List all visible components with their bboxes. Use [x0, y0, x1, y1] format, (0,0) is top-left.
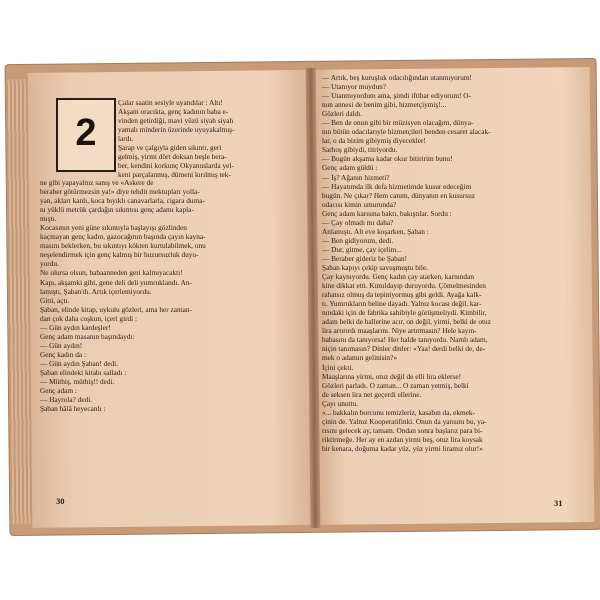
- text-line: — Utanmıyordum ama, şimdi iftihar ediyorum! O-: [322, 91, 471, 101]
- text-line: lardı.: [118, 134, 134, 144]
- text-line: — Gün aydın!: [40, 340, 83, 350]
- text-line: — Gün aydın kardeşler!: [40, 322, 111, 332]
- text-line: Genç kadın da :: [40, 349, 86, 359]
- text-line: Şaban, elinde kitap, uykulu gözleri, ama her zaman-: [40, 304, 192, 314]
- text-line: nındaki için de fabrika sahibiyle görüşmeliydi. Kimbilir,: [322, 308, 487, 318]
- text-line: nı yüklü metrük çardağın sıkıntısı genç adamı kapla-: [40, 205, 194, 215]
- text-line: mıştı.: [40, 214, 57, 224]
- text-line: Akşam oracıkta, genç kadının baba e-: [118, 107, 229, 117]
- text-line: kaçmayan genç kadın, gazocağının başında çayın kayna-: [40, 232, 206, 242]
- text-line: Gözleri daldı.: [322, 109, 363, 119]
- text-line: bugün. Ne çıkar? Hem canım, dünyanın en kusursuz: [322, 190, 475, 200]
- text-line: ne gibi yapayalnız sanış ve «Askere de: [40, 178, 154, 187]
- text-line: çinin de. Yalnız Kooperatifinki. Onun da yarısını bu, ya-: [322, 416, 487, 426]
- text-line: — Artık, beş kuruşluk odacılığından utanmıyorum!: [322, 73, 472, 82]
- text-line: İçini çekti.: [322, 362, 354, 372]
- text-line: Genç adam karısına baktı, bakıştılar. Sordu :: [322, 208, 452, 218]
- text-line: Anlamıştı. Alt eve koşarken, Şaban :: [322, 226, 429, 236]
- text-line: babasını da tanıyorsa! Her halde tanıyordu. Namlı adam,: [322, 335, 488, 345]
- text-line: keni parçalanmış, dümeni kırılmış tek-: [118, 170, 231, 180]
- chapter-number-box: [56, 98, 116, 172]
- text-line: vinden getirdiği, mavi yüzü siyah siyah: [118, 116, 234, 126]
- text-line: Çay kaynıyordu. Genç kadın çay atarken, karnından: [322, 272, 474, 282]
- text-line: — Dur, gitme, çay içelim...: [322, 244, 402, 254]
- text-line: Genç adam güldü :: [322, 163, 378, 173]
- text-line: yordu.: [40, 259, 59, 269]
- text-line: — Hayatımda ilk defa hizmetimde kusur edeceğim: [322, 181, 472, 191]
- text-line: — Beraber gideriz be Şaban!: [322, 253, 408, 263]
- right-page-body-text: [322, 73, 576, 453]
- text-line: Şaban hâlâ heyecanlı :: [40, 404, 106, 414]
- text-line: — Utanıyor muydun?: [322, 82, 387, 92]
- text-line: Şaban elindeki kitabı salladı :: [40, 367, 127, 377]
- left-page-number: 30: [56, 496, 65, 506]
- text-line: rısını gelecek ay, tamam. Ondan sonra başlarız para bi-: [322, 425, 483, 435]
- text-line: kine dikkat etti. Kımıldayıp duruyordu. Çömelmesinden: [322, 281, 486, 291]
- text-line: Maaşlarına yirmi, otuz değil de elli lira eklerse!: [322, 371, 461, 381]
- text-line: ber, kendini korkunç Okyanuslarda yel-: [118, 161, 234, 171]
- left-page-opening-text: [118, 98, 286, 179]
- text-line: bir kenara, doğuma kadar yüz, yüz yirmi liramız olur!»: [322, 443, 483, 453]
- text-line: Kapı, akşamki gibi, gene deli deli yumruklandı. An-: [40, 277, 192, 287]
- text-line: lira artırırdı maaşlarını. Niye artırmasın? Hele kayın-: [322, 326, 477, 336]
- right-page-number: 31: [554, 498, 563, 508]
- text-line: Genç adam :: [40, 386, 77, 396]
- text-line: lar, o da bizim gibiymiş diyecekler!: [322, 136, 426, 146]
- text-line: — Gün aydın Şaban! dedi.: [40, 358, 119, 368]
- text-line: Gözleri parladı. O zaman... O zaman yetmiş, belki: [322, 380, 469, 390]
- text-line: nın bütün odacılarıyle hizmetçileri benden cesaret alacak-: [322, 127, 491, 137]
- text-line: lamıştı, Şaban'dı. Artık içerlemiyordu.: [40, 286, 152, 296]
- text-line: beraber götürmezsin ya!» diye tehdit mektupları yolla-: [40, 187, 200, 197]
- text-line: Sarhoş gibiydi, titriyordu.: [322, 145, 398, 155]
- text-line: — Ben de onun gibi bir müzisyen olacağım, dünya-: [322, 118, 474, 128]
- text-line: Ne olursa olsun, babaanneden geri kalmıyacaktı!: [40, 268, 183, 278]
- text-line: — İş? Ağanın hizmeti?: [322, 172, 390, 182]
- text-line: tı. Yumrukların beline dayadı. Yalnız kocası değil, kar-: [322, 299, 482, 309]
- text-line: yan, akları kanlı, koca bıyıklı canavarlarla, cigara duma-: [40, 196, 205, 206]
- text-line: Çalar saatin sesiyle uyandılar : Altı!: [118, 98, 223, 107]
- text-line: nun annesi de benim gibi, hizmetçiymiş!...: [322, 100, 447, 110]
- text-line: niçin tanımasın? Dinler dinler: «Yaa! derdi belki de, de-: [322, 344, 486, 354]
- text-line: — Hayrola? dedi.: [40, 395, 93, 405]
- text-line: gelmiş, yirmi dört doksan beşle bera-: [118, 152, 227, 162]
- text-line: riktirmeğe. Her ay en azdan yirmi beş, otuz lira koysak: [322, 434, 483, 444]
- text-line: mek o adamın gelinisin?»: [322, 353, 398, 363]
- chapter-number: 2: [75, 112, 97, 154]
- text-line: neşelendirmek için genç kalmış bir huzursuzluk duyu-: [40, 250, 199, 260]
- text-line: «... bakkalın borcunu temizleriz, kasabın da, ekmek-: [322, 407, 475, 417]
- text-line: — Çay olmadı mı daha?: [322, 217, 394, 227]
- text-line: Şarap ve çalgıyla giden sıkıntı, geri: [118, 143, 222, 153]
- text-line: masını beklerken, bu sıkıntıyı kökten kurtulabilmek, onu: [40, 241, 206, 251]
- text-line: — Bugün akşama kadar okur bitiririm bunu!: [322, 154, 453, 164]
- text-line: — Ben gidiyorum, dedi.: [322, 235, 394, 245]
- text-line: Çayı unuttu.: [322, 398, 359, 408]
- left-page-body-text: [40, 178, 286, 413]
- text-line: odacısı kimin umurunda?: [322, 199, 397, 209]
- text-line: dan çok daha coşkun, içeri girdi :: [40, 313, 138, 323]
- text-line: Kocasının yeni güne sıkıntıyla başlayışı gözlinden: [40, 223, 187, 233]
- text-line: — Müthiş, müthiş!! dedi.: [40, 377, 115, 387]
- text-line: Gitti, açtı.: [40, 295, 70, 305]
- text-line: Şaban kapıyı çekip savuşmuştu bile.: [322, 262, 428, 272]
- text-line: yamalı minderin üzerinde uyuyakalmış-: [118, 125, 235, 135]
- text-line: Genç adam masanın başındaydı:: [40, 331, 135, 341]
- text-line: adam belki de hallerine acır, on değil, yirmi, belki de otuz: [322, 317, 491, 327]
- text-line: rahatsız olmuş da tepiniyormuş gibi geldi. Ayağa kalk-: [322, 290, 482, 300]
- text-line: de seksen lira net geçerdi ellerine.: [322, 389, 422, 399]
